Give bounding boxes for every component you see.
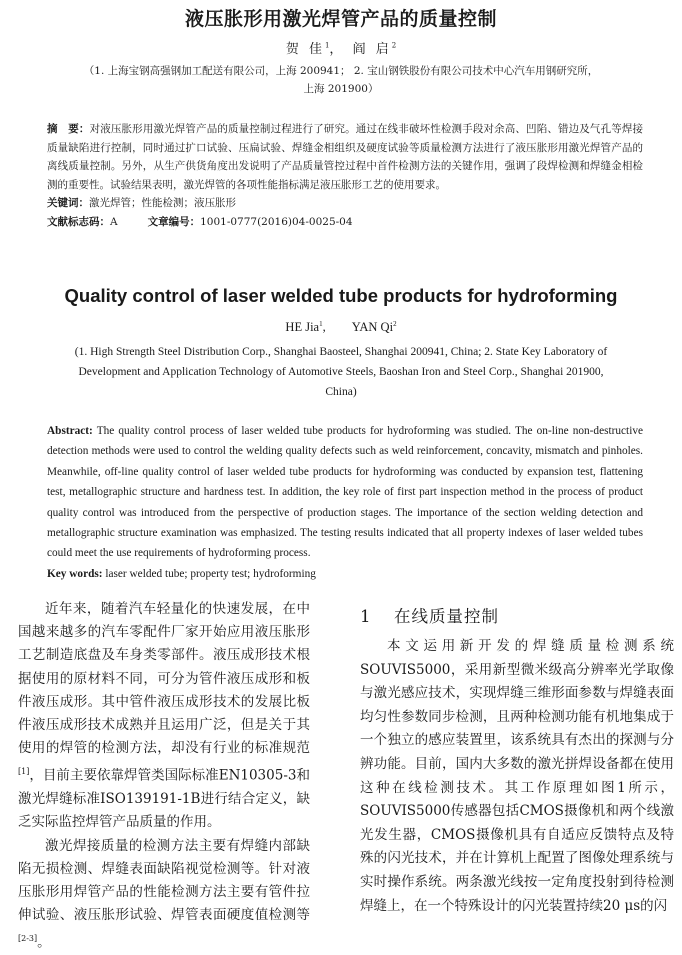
english-keywords-label: Key words: xyxy=(47,567,103,580)
english-abstract-label: Abstract: xyxy=(47,425,93,437)
doc-code: A xyxy=(110,215,118,228)
english-affiliations xyxy=(30,342,652,402)
body-left-column xyxy=(18,598,310,955)
english-author-1-affil-mark: 1 xyxy=(319,320,323,328)
english-author-2-affil-mark: 2 xyxy=(393,320,397,328)
english-abstract xyxy=(47,421,643,564)
chinese-keywords-text: 激光焊管；性能检测；液压胀形 xyxy=(89,197,236,209)
document-codes xyxy=(47,213,643,232)
chinese-authors xyxy=(0,38,682,57)
chinese-abstract-block xyxy=(47,120,643,231)
doc-code-label: 文献标志码： xyxy=(47,215,110,228)
intro-paragraph-1-tail: ，目前主要依靠焊管类国际标准EN10305-3和激光焊缝标准ISO139191-1B进行结合定义，缺乏实际监控焊管产品质量的作用。 xyxy=(18,767,310,831)
chinese-keywords xyxy=(47,194,643,213)
citation-1: [1] xyxy=(18,767,30,777)
chinese-abstract-label: 摘 要： xyxy=(47,123,90,135)
intro-paragraph-2-text: 激光焊接质量的检测方法主要有焊缝内部缺陷无损检测、焊缝表面缺陷视觉检测等。针对液压胀形用焊管产品的性能检测方法主要有管件拉伸试验、液压胀形试验、焊管表面硬度值检测等 xyxy=(18,837,310,924)
article-no: 1001-0777(2016)04-0025-04 xyxy=(200,215,353,228)
section-title: 在线质量控制 xyxy=(394,607,499,626)
chinese-affiliation-line-1: （1. 上海宝钢高强钢加工配送有限公司，上海 200941； 2. 宝山钢铁股份有限公司技术中心汽车用钢研究所， xyxy=(83,65,599,77)
chinese-abstract xyxy=(47,120,643,194)
chinese-affiliation-line-2: 上海 201900） xyxy=(303,83,379,95)
chinese-keywords-label: 关键词： xyxy=(47,197,89,209)
author-2: 阎 启 xyxy=(352,42,392,57)
english-keywords xyxy=(47,564,643,584)
english-author-2: YAN Qi xyxy=(351,320,394,335)
section-heading xyxy=(360,605,674,629)
chinese-affiliations xyxy=(40,62,642,98)
english-affiliation-line-3: China) xyxy=(325,386,357,398)
english-abstract-text: The quality control process of laser welded tube products for hydroforming was studied. The on-line non-destructive detection methods were used to control the welding quality defects such as weld reinforcement, concavity, mismatch and pinholes. Meanwhile, off-line quality control of laser welded tube products for hydroforming was conducted by expansion test, flattening test, metallographic structure and hardness test. In addition, the key role of first part inspection method in the process of product quality control was introduced from the perspective of production stages. The importance of the section welding detection and metallographic structure examination was emphasized. The testing results indicated that all property indexes of laser welded tubes could meet the use requirements of hydroforming process. xyxy=(47,425,643,560)
author-2-affil-mark: 2 xyxy=(391,41,397,50)
intro-paragraph-2-tail: 。 xyxy=(37,934,51,951)
citation-2-3: [2-3] xyxy=(18,934,38,944)
english-author-separator: , xyxy=(322,320,326,335)
english-author-1: HE Jia xyxy=(285,320,320,335)
section-number: 1 xyxy=(360,607,372,626)
english-keywords-text: laser welded tube; property test; hydroforming xyxy=(102,567,316,580)
intro-paragraph-2 xyxy=(18,835,310,955)
body-right-column xyxy=(360,605,674,918)
english-affiliation-line-2: Development and Application Technology of Automotive Steels, Baoshan Iron and Steel Corp., Shanghai 201900, xyxy=(78,366,604,378)
intro-paragraph-1 xyxy=(18,598,310,835)
english-authors xyxy=(0,320,682,335)
english-affiliation-line-1: (1. High Strength Steel Distribution Corp., Shanghai Baosteel, Shanghai 200941, China; 2. State Key Laboratory of xyxy=(74,346,608,358)
author-1: 贺 佳 xyxy=(285,42,325,57)
chinese-title: 液压胀形用激光焊管产品的质量控制 xyxy=(184,8,497,30)
author-separator: ， xyxy=(329,42,353,57)
intro-paragraph-1-text: 近年来，随着汽车轻量化的快速发展，在中国越来越多的汽车零配件厂家开始应用液压胀形工艺制造底盘及车身类零部件。液压成形技术根据使用的原材料不同，可分为管件液压成形和板件液压成形。其中管件液压成形技术的发展比板件液压成形技术成熟并且运用广泛，但是关于其使用的焊管的检测方法，却没有行业的标准规范 xyxy=(18,601,310,757)
section-1-paragraph-1: 本文运用新开发的焊缝质量检测系统SOUVIS5000，采用新型微米级高分辨率光学取像与激光感应技术，实现焊缝三维形面参数与焊缝表面均匀性参数同步检测，且两种检测功能有机地集成于一个独立的感应装置里，该系统具有杰出的探测与分辨功能。目前，国内大多数的激光拼焊设备都在使用这种在线检测技术。其工作原理如图1所示，SOUVIS5000传感器包括CMOS摄像机和两个线激光发生器，CMOS摄像机具有自适应反馈特点及特殊的闪光技术，并在计算机上配置了图像处理系统与实时操作系统。两条激光线按一定角度投射到待检测焊缝上，在一个特殊设计的闪光装置持续20 μs的闪 xyxy=(360,638,674,914)
article-no-label: 文章编号： xyxy=(147,215,201,228)
author-1-affil-mark: 1 xyxy=(324,41,330,50)
english-title: Quality control of laser welded tube products for hydroforming xyxy=(64,285,618,306)
english-abstract-block xyxy=(47,421,643,584)
chinese-abstract-text: 对液压胀形用激光焊管产品的质量控制过程进行了研究。通过在线非破坏性检测手段对余高、凹陷、错边及气孔等焊接质量缺陷进行控制，同时通过扩口试验、压扁试验、焊缝金相组织及硬度试验等质量检测方法进行了液压胀形用激光焊管产品的离线质量控制。另外，从生产供货角度出发说明了产品质量管控过程中首件检测方法的关键作用，强调了段焊检测和焊缝金相检测的重要性。试验结果表明，激光焊管的各项性能指标满足液压胀形工艺的使用要求。 xyxy=(47,123,644,191)
